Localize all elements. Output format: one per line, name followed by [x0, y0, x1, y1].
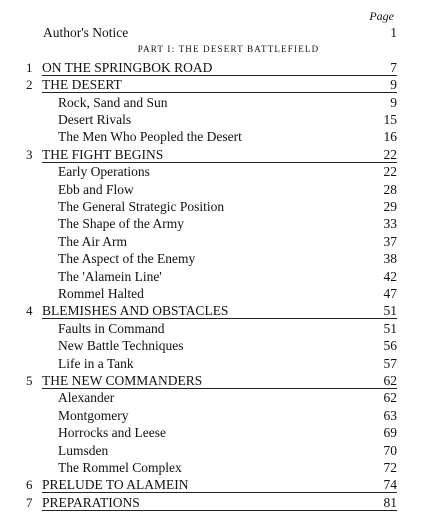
- page-number: 33: [383, 216, 397, 231]
- page-number: 9: [390, 95, 397, 110]
- toc-row: [0, 320, 421, 337]
- chapter-number: 7: [26, 495, 33, 510]
- chapter-number: 1: [26, 60, 33, 75]
- page-number: 9: [390, 77, 397, 92]
- page-number: 51: [383, 321, 397, 336]
- chapter-number: 4: [26, 303, 33, 318]
- section-title: Life in a Tank: [58, 356, 134, 371]
- toc-row: [0, 163, 421, 180]
- chapter-rule: [42, 318, 397, 319]
- toc-row: [0, 24, 421, 41]
- section-title: The Rommel Complex: [58, 460, 182, 475]
- chapter-title: BLEMISHES AND OBSTACLES: [42, 303, 229, 318]
- page-number: 29: [383, 199, 397, 214]
- page-number: 57: [383, 356, 397, 371]
- page-number: 51: [383, 303, 397, 318]
- section-title: Early Operations: [58, 164, 150, 179]
- page-number: 1: [390, 25, 397, 40]
- section-title: The 'Alamein Line': [58, 269, 162, 284]
- section-title: The Men Who Peopled the Desert: [58, 129, 242, 144]
- toc-row: [0, 94, 421, 111]
- chapter-rule: [42, 492, 397, 493]
- section-title: The General Strategic Position: [58, 199, 225, 214]
- section-title: Desert Rivals: [58, 112, 132, 127]
- page-number: 69: [383, 425, 397, 440]
- toc-row: [0, 407, 421, 424]
- toc-row: [0, 459, 421, 476]
- section-title: Horrocks and Leese: [58, 425, 166, 440]
- toc-row: [0, 494, 421, 511]
- toc-row: [0, 442, 421, 459]
- chapter-title: THE DESERT: [42, 77, 122, 92]
- toc-row: [0, 233, 421, 250]
- section-title: The Shape of the Army: [58, 216, 184, 231]
- page-number: 72: [383, 460, 397, 475]
- section-title: Rock, Sand and Sun: [58, 95, 168, 110]
- page-number: 56: [383, 338, 397, 353]
- chapter-number: 3: [26, 147, 33, 162]
- part-heading: [0, 41, 421, 58]
- section-title: Faults in Command: [58, 321, 165, 336]
- section-title: Ebb and Flow: [58, 182, 134, 197]
- toc-row: [0, 302, 421, 319]
- toc-row: [0, 128, 421, 145]
- page-number: 74: [383, 477, 397, 492]
- section-title: Author's Notice: [43, 25, 129, 40]
- toc-row: [0, 215, 421, 232]
- toc-row: [0, 389, 421, 406]
- toc-row: [0, 355, 421, 372]
- toc-row: [0, 181, 421, 198]
- page-number: 70: [383, 443, 397, 458]
- toc-row: [0, 250, 421, 267]
- toc-row: [0, 285, 421, 302]
- chapter-rule: [42, 92, 397, 93]
- section-title: The Air Arm: [58, 234, 127, 249]
- toc-row: [0, 268, 421, 285]
- toc-row: [0, 198, 421, 215]
- chapter-title: ON THE SPRINGBOK ROAD: [42, 60, 213, 75]
- page-number: 63: [383, 408, 397, 423]
- section-title: Montgomery: [58, 408, 129, 423]
- toc-row: [0, 372, 421, 389]
- page-number: 47: [383, 286, 397, 301]
- page-number: 16: [383, 129, 397, 144]
- chapter-title: PRELUDE TO ALAMEIN: [42, 477, 189, 492]
- chapter-number: 5: [26, 373, 33, 388]
- toc-row: [0, 111, 421, 128]
- page-number: 62: [383, 390, 397, 405]
- section-title: Lumsden: [58, 443, 109, 458]
- page-number: 42: [383, 269, 397, 284]
- part-title: PART I: THE DESERT BATTLEFIELD: [137, 44, 320, 54]
- toc-row: [0, 59, 421, 76]
- section-title: The Aspect of the Enemy: [58, 251, 196, 266]
- section-title: New Battle Techniques: [58, 338, 184, 353]
- chapter-number: 2: [26, 77, 33, 92]
- page-column-heading: Page: [369, 9, 394, 23]
- chapter-title: PREPARATIONS: [42, 495, 140, 510]
- toc-row: [0, 146, 421, 163]
- toc-row: [0, 424, 421, 441]
- toc-row: [0, 337, 421, 354]
- page-number: 28: [383, 182, 397, 197]
- page-number: 7: [390, 60, 397, 75]
- toc-row: [0, 76, 421, 93]
- page-number: 62: [383, 373, 397, 388]
- chapter-rule: [42, 510, 397, 511]
- section-title: Alexander: [58, 390, 115, 405]
- page-number: 38: [383, 251, 397, 266]
- page-number: 15: [383, 112, 397, 127]
- page-number: 22: [383, 164, 397, 179]
- chapter-number: 6: [26, 477, 33, 492]
- page-number: 37: [383, 234, 397, 249]
- page-number: 81: [383, 495, 397, 510]
- chapter-title: THE NEW COMMANDERS: [42, 373, 203, 388]
- toc-row: [0, 476, 421, 493]
- chapter-title: THE FIGHT BEGINS: [42, 147, 164, 162]
- section-title: Rommel Halted: [58, 286, 144, 301]
- page-number: 22: [383, 147, 397, 162]
